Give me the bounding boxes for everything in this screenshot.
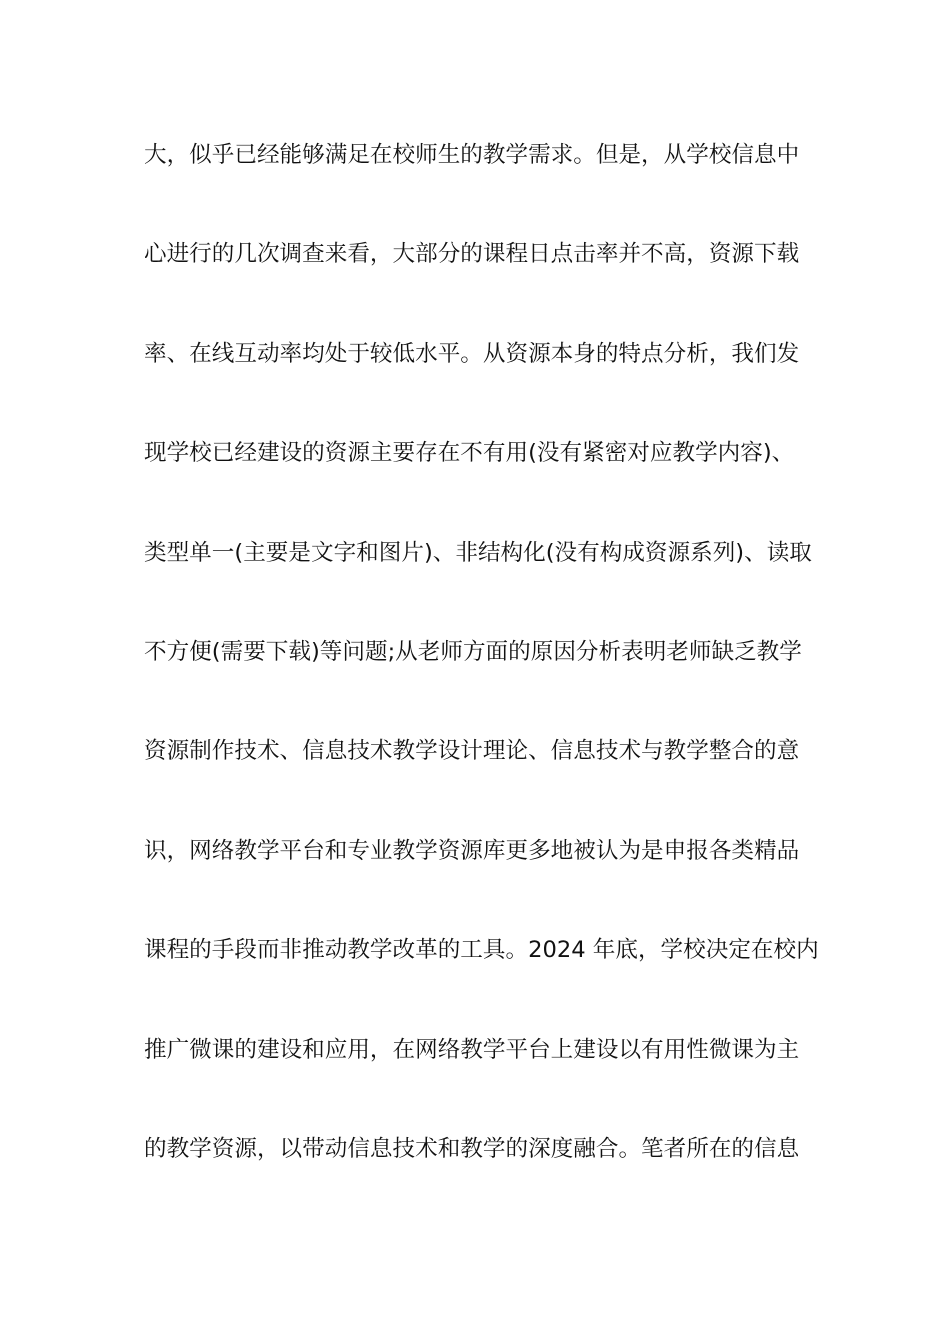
text-line: 不方便(需要下载)等问题;从老师方面的原因分析表明老师缺乏教学 [144,638,802,665]
body-paragraph [144,133,819,1226]
text-line: 课程的手段而非推动教学改革的工具。2024 年底，学校决定在校内 [144,937,819,964]
text-line: 的教学资源，以带动信息技术和教学的深度融合。笔者所在的信息 [144,1135,800,1162]
text-line: 心进行的几次调查来看，大部分的课程日点击率并不高，资源下载 [144,241,800,268]
text-line: 类型单一(主要是文字和图片)、非结构化(没有构成资源系列)、读取 [144,539,812,566]
text-line: 资源制作技术、信息技术教学设计理论、信息技术与教学整合的意 [144,738,800,765]
text-line: 识，网络教学平台和专业教学资源库更多地被认为是申报各类精品 [144,837,800,864]
text-line: 现学校已经建设的资源主要存在不有用(没有紧密对应教学内容)、 [144,440,795,467]
text-line: 推广微课的建设和应用，在网络教学平台上建设以有用性微课为主 [144,1036,800,1063]
text-line: 率、在线互动率均处于较低水平。从资源本身的特点分析，我们发 [144,340,800,367]
text-line: 大，似乎已经能够满足在校师生的教学需求。但是，从学校信息中 [144,142,800,168]
